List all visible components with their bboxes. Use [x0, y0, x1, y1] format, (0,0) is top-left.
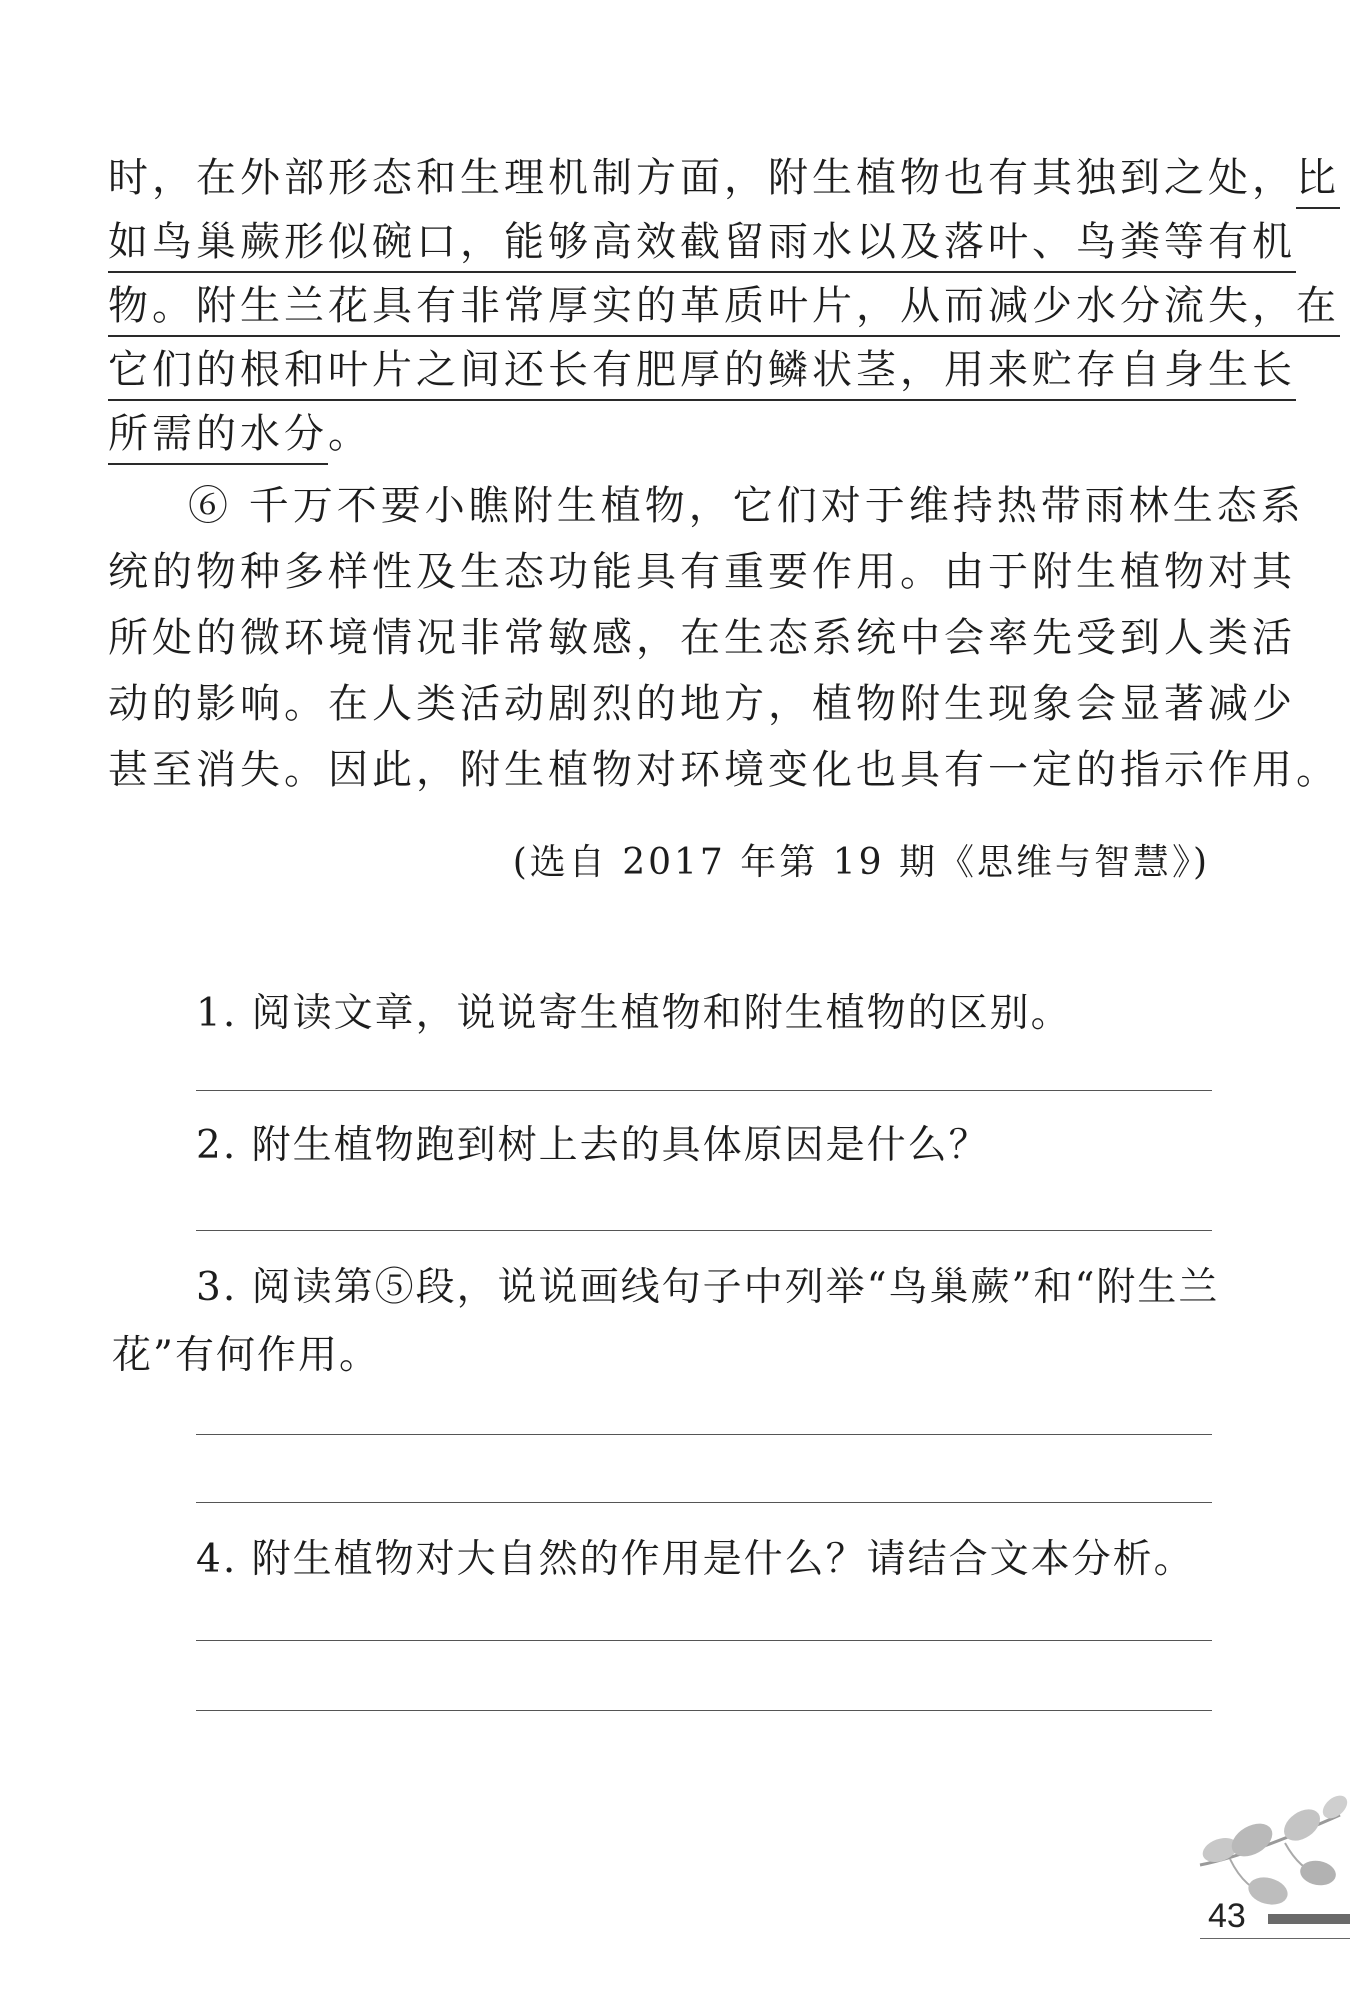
passage-line: 动的影响。在人类活动剧烈的地方，植物附生现象会显著减少: [108, 681, 1296, 727]
question-3: 3. 阅读第⑤段，说说画线句子中列举“鸟巢蕨”和“附生兰: [196, 1265, 1220, 1310]
question-2: 2. 附生植物跑到树上去的具体原因是什么？: [196, 1123, 990, 1168]
passage-line: 甚至消失。因此，附生植物对环境变化也具有一定的指示作用。: [108, 747, 1340, 793]
answer-line[interactable]: [196, 1230, 1212, 1231]
question-1: 1. 阅读文章，说说寄生植物和附生植物的区别。: [196, 991, 1072, 1036]
underlined-sentence: 比: [1296, 155, 1340, 209]
passage-line: 所需的水分。: [108, 408, 372, 460]
page-number-bar: [1268, 1914, 1350, 1924]
answer-line[interactable]: [196, 1640, 1212, 1641]
passage-line: 时，在外部形态和生理机制方面，附生植物也有其独到之处，比: [108, 152, 1340, 204]
question-3-continuation: 花”有何作用。: [112, 1333, 380, 1378]
question-4: 4. 附生植物对大自然的作用是什么？请结合文本分析。: [196, 1537, 1195, 1582]
paragraph-6-line: ⑥ 千万不要小瞧附生植物，它们对于维持热带雨林生态系: [188, 483, 1305, 529]
passage-line: [108, 280, 1340, 332]
page-number: 43: [1208, 1897, 1246, 1935]
answer-line[interactable]: [196, 1502, 1212, 1503]
passage-line: 统的物种多样性及生态功能具有重要作用。由于附生植物对其: [108, 549, 1296, 595]
answer-line[interactable]: [196, 1090, 1212, 1091]
answer-line[interactable]: [196, 1434, 1212, 1435]
underlined-sentence: 它们的根和叶片之间还长有肥厚的鳞状茎，用来贮存自身生长: [108, 347, 1296, 401]
underlined-sentence: 物。附生兰花具有非常厚实的革质叶片，从而减少水分流失，在: [108, 283, 1340, 337]
underlined-sentence: 如鸟巢蕨形似碗口，能够高效截留雨水以及落叶、鸟粪等有机: [108, 219, 1296, 273]
source-citation: (选自 2017 年第 19 期《思维与智慧》): [512, 842, 1210, 883]
passage-line: 所处的微环境情况非常敏感，在生态系统中会率先受到人类活: [108, 615, 1296, 661]
passage-line: [108, 216, 1296, 268]
underlined-sentence: 所需的水分: [108, 411, 328, 465]
page-number-rule: [1200, 1938, 1350, 1939]
answer-line[interactable]: [196, 1710, 1212, 1711]
passage-line: [108, 344, 1296, 396]
